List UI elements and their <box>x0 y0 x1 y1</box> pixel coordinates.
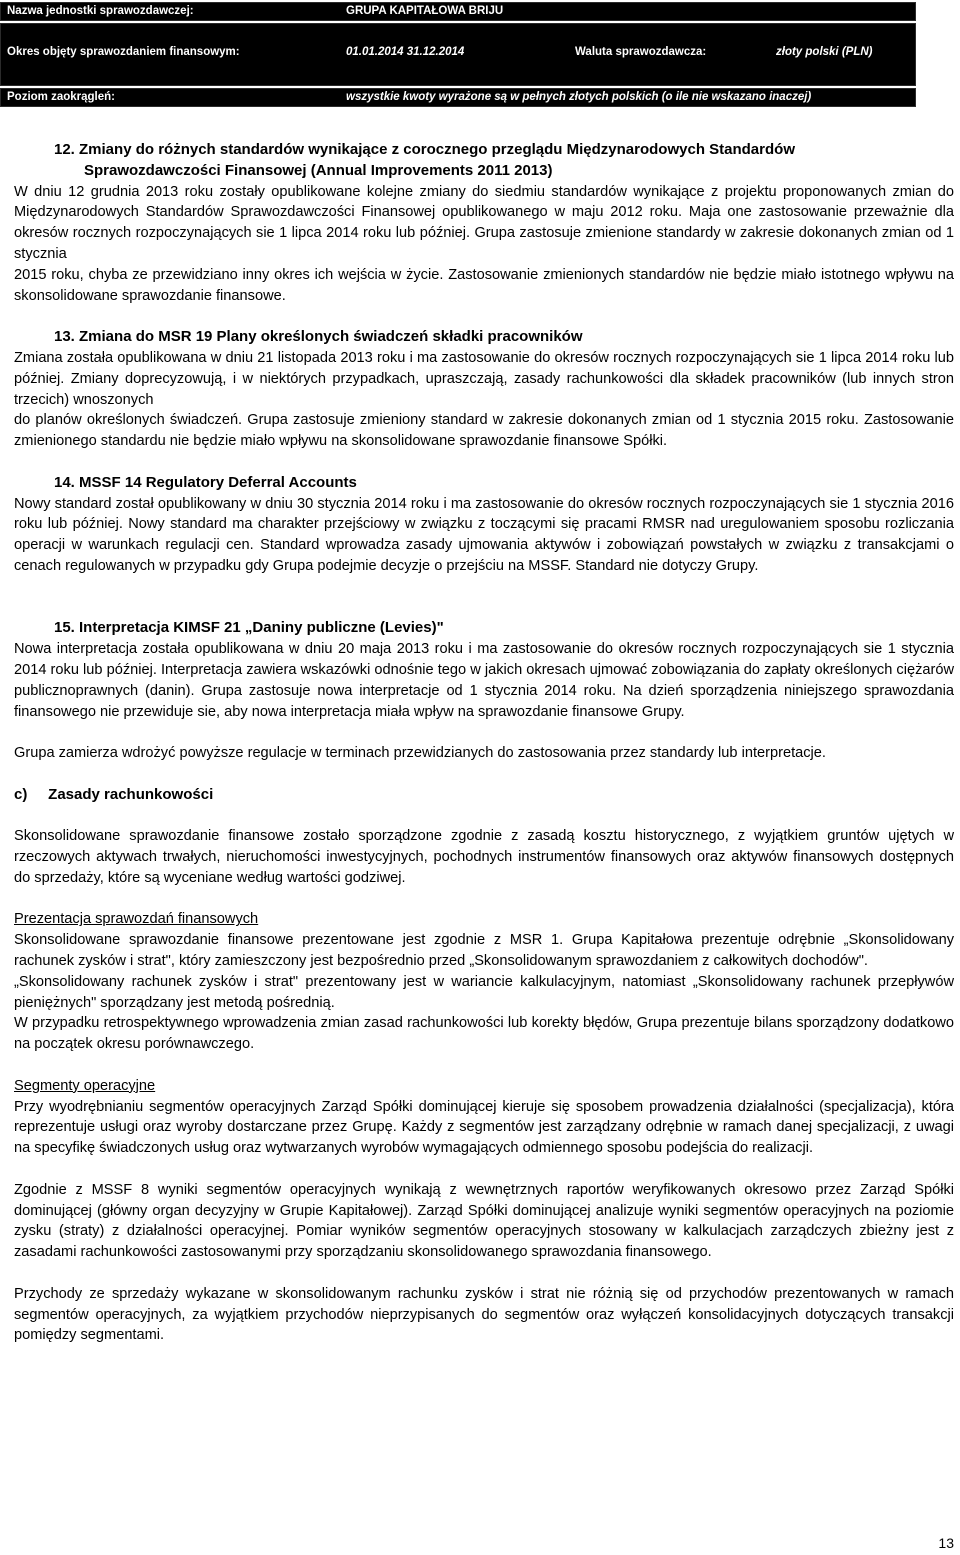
page-number: 13 <box>938 1535 954 1551</box>
presentation-text-3: W przypadku retrospektywnego wprowadzenia zmian zasad rachunkowości lub korekty błędów, Grupa prezentuje bilans sporządzony dodatkowo na początek okresu porównawczego. <box>14 1015 954 1053</box>
section-13-text-2: do planów określonych świadczeń. Grupa zastosuje zmieniony standard w zakresie dokonanych zmian od 1 stycznia 2015 roku. Zastosowanie zmienionego standardu nie będzie miało wpływu na skonsolidowane sprawozdanie finansowe Spółki. <box>14 412 954 450</box>
section-13-title: 13. Zmiana do MSR 19 Plany określonych świadczeń składki pracowników <box>54 328 583 346</box>
section-15 <box>14 618 954 722</box>
section-15-title: 15. Interpretacja KIMSF 21 „Daniny publiczne (Levies)" <box>54 619 444 637</box>
header-entity-row <box>0 2 916 21</box>
period-label: Okres objęty sprawozdaniem finansowym: <box>7 46 240 58</box>
section-13-text-1: Zmiana została opublikowana w dniu 21 listopada 2013 roku i ma zastosowanie do okresów rocznych rozpoczynających sie 1 lipca 2014 roku lub później. Zmiany doprecyzowują, i w niektórych przypadkach, upraszczają, zasady rachunkowości dla składek pracowników (lub innych stron trzecich) wnoszonych <box>14 349 954 408</box>
section-c-heading <box>14 785 954 806</box>
section-15-closing <box>14 743 954 764</box>
section-12-title-line2: Sprawozdawczości Finansowej (Annual Improvements 2011 2013) <box>84 161 553 179</box>
segments-section <box>14 1076 954 1159</box>
period-value: 01.01.2014 31.12.2014 <box>346 46 465 58</box>
header-rounding-row <box>0 88 916 107</box>
section-12-title-line1: 12. Zmiany do różnych standardów wynikające z corocznego przeglądu Międzynarodowych Standardów <box>54 141 795 158</box>
presentation-text-2: „Skonsolidowany rachunek zysków i strat" prezentowany jest w wariancie kalkulacyjnym, natomiast „Skonsolidowany rachunek przepływów pieniężnych" sporządzany jest metodą pośrednią. <box>14 973 954 1011</box>
section-c <box>14 826 954 888</box>
rounding-value: wszystkie kwoty wyrażone są w pełnych złotych polskich (o ile nie wskazano inaczej) <box>346 91 812 103</box>
section-c-text: Skonsolidowane sprawozdanie finansowe zostało sporządzone zgodnie z zasadą kosztu historycznego, z wyjątkiem gruntów ujętych w rzeczowych aktywach trwałych, nieruchomości inwestycyjnych, pochodnych instrumentów finansowych oraz aktywów finansowych dostępnych do sprzedaży, które są wyceniane według wartości godziwej. <box>14 828 954 886</box>
document-body <box>14 140 954 1367</box>
currency-label: Waluta sprawozdawcza: <box>575 46 707 58</box>
segments-text-3: Przychody ze sprzedaży wykazane w skonsolidowanym rachunku zysków i strat nie różnią się od przychodów prezentowanych w ramach segmentów operacyjnych, za wyjątkiem przychodów nieprzypisanych do segmentów oraz wyłączeń konsolidacyjnych dotyczących transakcji pomiędzy segmentami. <box>14 1285 954 1344</box>
section-14 <box>14 473 954 577</box>
section-15-text-1: Nowa interpretacja została opublikowana w dniu 20 maja 2013 roku i ma zastosowanie do okresów rocznych rozpoczynających sie 1 stycznia 2014 roku lub później. Interpretacja zawiera wskazówki odnośnie tego w jakich okresach ujmować zobowiązania do zapłaty określonych ciężarów publicznoprawnych (danin). Grupa zastosuje nowa interpretacje od 1 stycznia 2014 roku. Na dzień sporządzenia niniejszego sprawozdania finansowego nie przewiduje sie, aby nowa interpretacja miała wpływ na sprawozdanie finansowe Grupy. <box>14 641 954 720</box>
section-15-text-2: Grupa zamierza wdrożyć powyższe regulacje w terminach przewidzianych do zastosowania przez standardy lub interpretacje. <box>14 745 826 762</box>
presentation-section <box>14 909 954 1055</box>
section-12-text-2: 2015 roku, chyba ze przewidziano inny okres ich wejścia w życie. Zastosowanie zmienionych standardów nie będzie miało istotnego wpływu na skonsolidowane sprawozdanie finansowe. <box>14 266 954 304</box>
segments-section-2 <box>14 1180 954 1263</box>
section-c-title: c) Zasady rachunkowości <box>14 785 214 803</box>
section-14-title: 14. MSSF 14 Regulatory Deferral Accounts <box>54 473 357 491</box>
entity-value: GRUPA KAPITAŁOWA BRIJU <box>346 5 504 17</box>
presentation-text-1: Skonsolidowane sprawozdanie finansowe prezentowane jest zgodnie z MSR 1. Grupa Kapitałowa prezentuje odrębnie „Skonsolidowany rachunek zysków i strat", który zamieszczony jest bezpośrednio przed „Skonsolidowanym sprawozdaniem z całkowitych dochodów". <box>14 932 954 970</box>
segments-title: Segmenty operacyjne <box>14 1077 156 1094</box>
entity-label: Nazwa jednostki sprawozdawczej: <box>7 5 194 17</box>
currency-value: złoty polski (PLN) <box>776 46 873 58</box>
section-14-text: Nowy standard został opublikowany w dniu 30 stycznia 2014 roku i ma zastosowanie do okresów rocznych rozpoczynających sie 1 stycznia 2016 roku lub później. Nowy standard ma charakter przejściowy w związku z toczącymi się pracami RMSR nad uregulowaniem sposobu rozliczania operacji w warunkach regulacji cen. Standard wprowadza zasady ujmowania aktywów i zobowiązań powstałych w związku z transakcjami o cenach regulowanych w przypadku gdy Grupa podejmie decyzje o przejściu na MSSF. Standard nie dotyczy Grupy. <box>14 495 954 574</box>
segments-text-1: Przy wyodrębnianiu segmentów operacyjnych Zarząd Spółki dominującej kieruje się sposobem prowadzenia działalności (specjalizacja), która reprezentuje usługi oraz wyroby dostarczane przez Grupę. Każdy z segmentów jest zarządzany odrębnie w ramach danej specjalizacji, z uwagi na specyfikę świadczonych usług oraz wytwarzanych wyrobów wymagających odmiennego sposobu podejścia do realizacji. <box>14 1098 954 1157</box>
presentation-title: Prezentacja sprawozdań finansowych <box>14 911 259 928</box>
header-period-row <box>0 23 916 86</box>
segments-text-2: Zgodnie z MSSF 8 wyniki segmentów operacyjnych wynikają z wewnętrznych raportów weryfikowanych okresowo przez Zarząd Spółki dominującej (główny organ decyzyjny w Grupie Kapitałowej). Zarząd Spółki dominującej analizuje wyniki segmentów operacyjnych na poziomie zysku (straty) z działalności operacyjnej. Pomiar wyników segmentów operacyjnych stosowany w kalkulacjach zarządczych zbieżny jest z zasadami rachunkowości zastosowanymi przy sporządzaniu skonsolidowanego sprawozdania finansowego. <box>14 1181 954 1261</box>
rounding-label: Poziom zaokrągleń: <box>7 91 115 103</box>
section-12 <box>14 140 954 306</box>
segments-section-3 <box>14 1284 954 1346</box>
section-12-text-1: W dniu 12 grudnia 2013 roku zostały opublikowane kolejne zmiany do siedmiu standardów wynikające z projektu proponowanych zmian do Międzynarodowych Standardów Sprawozdawczości Finansowej opublikowanego w maju 2012 roku. Maja one zastosowanie przeważnie dla okresów rocznych rozpoczynających sie 1 lipca 2014 roku lub później. Grupa zastosuje zmienione standardy w zakresie dokonanych zmian od 1 stycznia <box>14 183 954 262</box>
section-13 <box>14 327 954 452</box>
